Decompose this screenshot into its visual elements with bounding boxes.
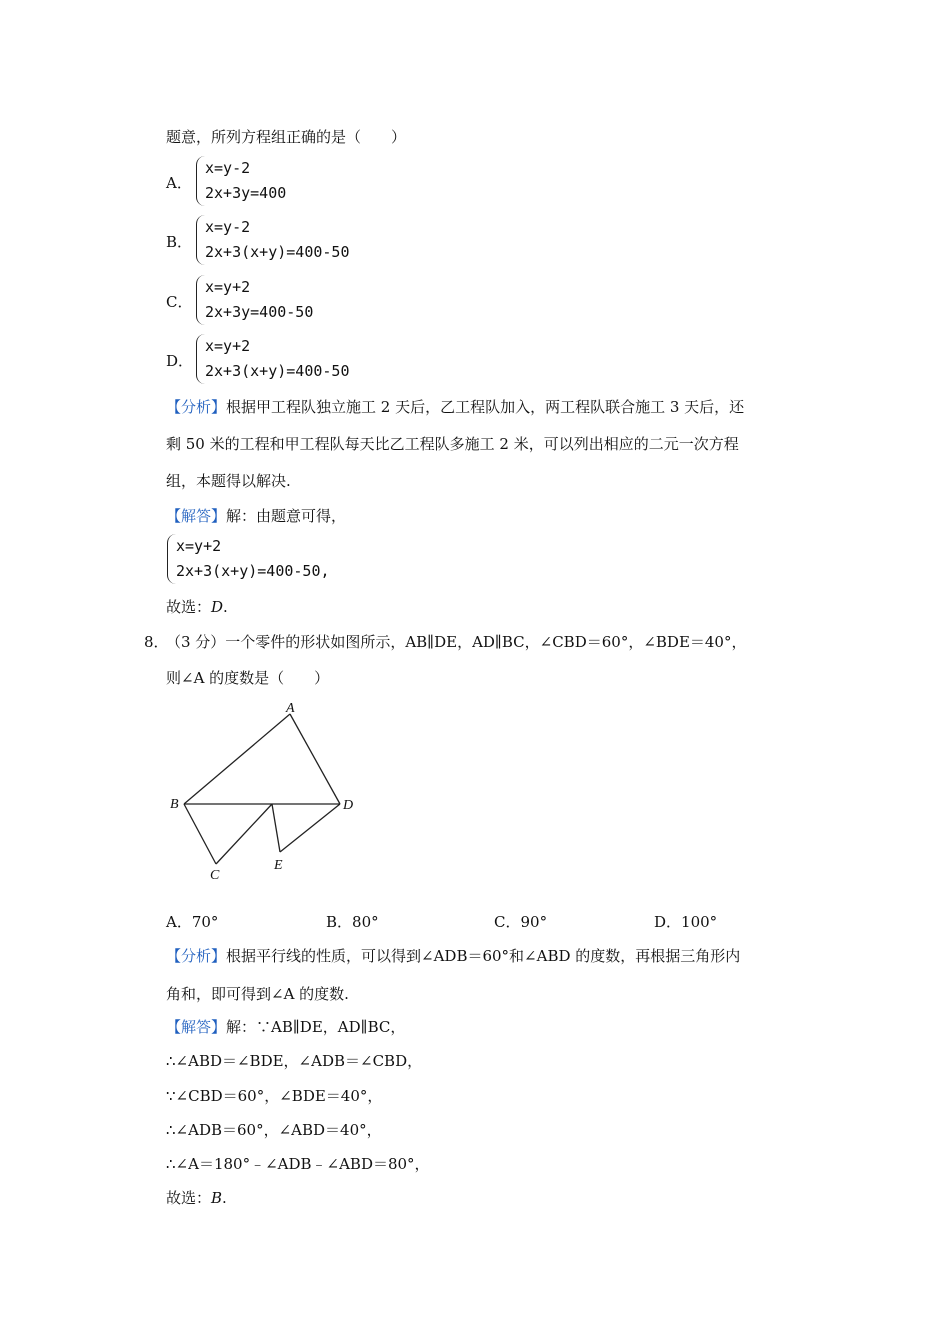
answer-letter: D [211, 598, 224, 616]
segment-ad [290, 714, 340, 804]
q7-solution-system [167, 534, 330, 584]
equation: x=y+2 [205, 337, 251, 355]
equation: 2x+3(x+y)=400-50, [176, 562, 330, 580]
segment-c-to-bd [216, 804, 272, 864]
system-tail: , [320, 562, 330, 580]
q8-solution-line-1 [166, 1016, 405, 1037]
segment-ab [184, 714, 290, 804]
q8-solution-line-2: ∴∠ABD＝∠BDE，∠ADB＝∠CBD， [166, 1052, 423, 1070]
solution-tag: 【解答】 [166, 1018, 227, 1036]
q7-option-b-system [196, 215, 350, 265]
q8-number: 8． [144, 633, 169, 651]
q7-option-a-label: A． [166, 174, 192, 192]
analysis-text: 根据甲工程队独立施工 2 天后，乙工程队加入，两工程队联合施工 3 天后，还 [226, 398, 745, 416]
q7-option-b-label: B． [166, 233, 193, 251]
q8-solution-line-4: ∴∠ADB＝60°，∠ABD＝40°， [166, 1121, 382, 1139]
equation: 2x+3y=400 [205, 184, 287, 202]
label-e: E [274, 858, 283, 873]
equation: x=y-2 [205, 218, 251, 236]
q7-option-a-system [196, 156, 286, 206]
equation: x=y+2 [176, 537, 222, 555]
q7-option-c-label: C． [166, 293, 193, 311]
equation: x=y+2 [205, 278, 251, 296]
q8-analysis-line-2: 角和，即可得到∠A 的度数. [166, 985, 349, 1003]
q8-option-d: D．100° [654, 913, 718, 931]
solution-tag: 【解答】 [166, 507, 227, 525]
q8-figure [160, 700, 370, 890]
q7-solution-intro [166, 505, 346, 526]
q8-answer: 故选：B. [166, 1189, 227, 1207]
q7-analysis-line-2: 剩 50 米的工程和甲工程队每天比乙工程队多施工 2 米，可以列出相应的二元一次方程 [166, 435, 739, 453]
q7-option-d-label: D． [166, 352, 194, 370]
q8-analysis-line-1 [166, 945, 740, 966]
label-d: D [343, 798, 354, 813]
q8-solution-line-3: ∵∠CBD＝60°，∠BDE＝40°， [166, 1087, 383, 1105]
equation: 2x+3y=400-50 [205, 303, 314, 321]
q7-analysis-line-1 [166, 396, 744, 417]
answer-letter: B [211, 1189, 223, 1207]
q8-option-c: C．90° [494, 913, 548, 931]
q8-stem-line-2: 则∠A 的度数是（ ） [166, 669, 330, 687]
equation: x=y-2 [205, 159, 251, 177]
label-c: C [210, 868, 220, 883]
q8-stem-line-1: （3 分）一个零件的形状如图所示，AB∥DE，AD∥BC，∠CBD＝60°，∠BDE＝40°， [166, 633, 747, 651]
q7-analysis-line-3: 组，本题得以解决. [166, 472, 291, 490]
analysis-text: 根据平行线的性质，可以得到∠ADB＝60°和∠ABD 的度数，再根据三角形内 [226, 947, 741, 965]
q7-stem-tail: 题意，所列方程组正确的是（ ） [166, 128, 407, 146]
q7-answer: 故选：D. [166, 598, 228, 616]
equation: 2x+3(x+y)=400-50 [205, 362, 350, 380]
q8-option-a: A．70° [166, 913, 219, 931]
segment-bc [184, 804, 216, 864]
q8-solution-line-5: ∴∠A＝180°﹣∠ADB﹣∠ABD＝80°， [166, 1155, 430, 1173]
label-b: B [170, 797, 179, 812]
q8-option-b: B．80° [326, 913, 379, 931]
q7-option-c-system [196, 275, 313, 325]
label-a: A [286, 701, 295, 716]
q7-option-d-system [196, 334, 350, 384]
solution-text: 解：∵AB∥DE，AD∥BC， [226, 1018, 406, 1036]
segment-to-e [272, 804, 280, 852]
segment-ed [280, 804, 340, 852]
analysis-tag: 【分析】 [166, 947, 227, 965]
equation: 2x+3(x+y)=400-50 [205, 243, 350, 261]
solution-text: 解：由题意可得， [226, 507, 347, 525]
analysis-tag: 【分析】 [166, 398, 227, 416]
